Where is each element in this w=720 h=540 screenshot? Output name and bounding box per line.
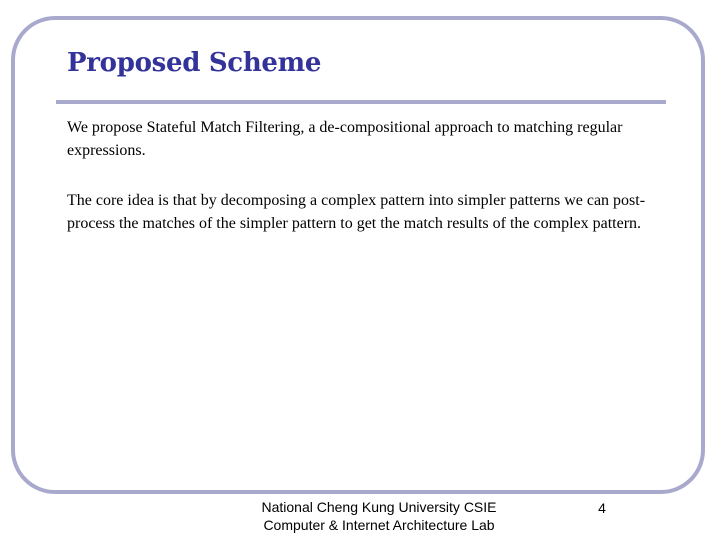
paragraph-intro: We propose Stateful Match Filtering, a de-compositional approach to matching regular expressions.: [67, 119, 623, 159]
title-divider: [56, 100, 666, 104]
paragraph-core-idea: The core idea is that by decomposing a complex pattern into simpler patterns we can post-process the matches of the simpler pattern to get the match results of the complex pattern.: [67, 192, 646, 232]
slide-footer: [236, 498, 522, 534]
footer-line-lab: Computer & Internet Architecture Lab: [263, 517, 495, 533]
slide-title: Proposed Scheme: [67, 48, 322, 78]
footer-line-university: National Cheng Kung University CSIE: [261, 499, 497, 515]
page-number: 4: [598, 500, 606, 516]
slide-frame: [11, 16, 705, 494]
